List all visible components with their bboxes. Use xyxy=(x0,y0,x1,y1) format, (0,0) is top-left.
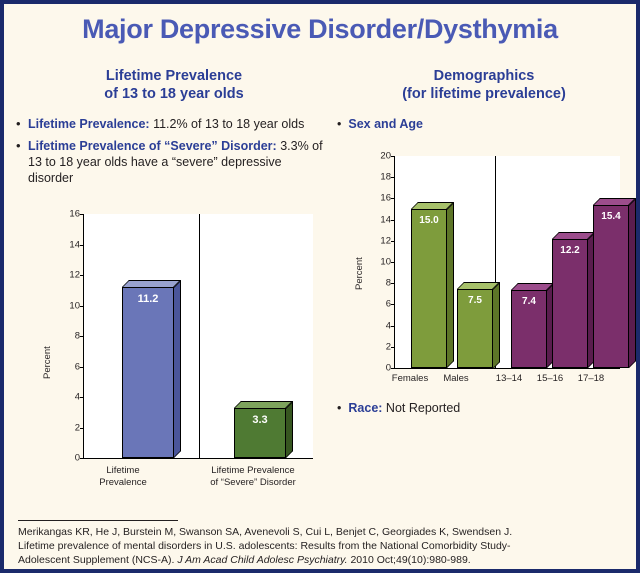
bar-side-face xyxy=(286,401,293,458)
list-item xyxy=(14,138,326,186)
y-tick-mark xyxy=(80,336,84,337)
y-tick: 6 xyxy=(385,298,391,310)
y-tick-mark xyxy=(80,428,84,429)
plot-divider xyxy=(199,214,200,458)
bar-side-face xyxy=(493,282,500,369)
bar-age-13-14 xyxy=(511,290,547,368)
bullet-dot-icon: • xyxy=(337,117,342,131)
y-tick-mark xyxy=(391,156,395,157)
y-tick-mark xyxy=(391,283,395,284)
x-tick-label xyxy=(83,465,163,489)
x-tick-label: 17–18 xyxy=(577,373,605,384)
x-tick-line1: Lifetime Prevalence xyxy=(211,465,295,476)
demographics-chart xyxy=(342,144,630,389)
y-tick-mark xyxy=(391,177,395,178)
y-tick-mark xyxy=(391,198,395,199)
bar-side-face xyxy=(174,280,181,458)
lifetime-prevalence-chart xyxy=(28,204,328,487)
y-tick-mark xyxy=(391,241,395,242)
bullet-text: 3.3% of 13 to 18 year olds have a “severe” depressive disorder xyxy=(28,139,323,185)
y-tick: 14 xyxy=(380,214,391,226)
y-tick-mark xyxy=(391,347,395,348)
citation-line-3 xyxy=(18,553,630,567)
bullet-label: Lifetime Prevalence of “Severe” Disorder: xyxy=(28,139,277,153)
bar-value-label: 11.2 xyxy=(137,293,159,306)
bar-top-face xyxy=(122,280,181,287)
bar-side-face xyxy=(447,202,454,368)
y-tick-mark xyxy=(391,304,395,305)
y-tick: 16 xyxy=(69,208,80,220)
bar-age-17-18 xyxy=(593,205,629,368)
bullet-text: 11.2% of 13 to 18 year olds xyxy=(149,117,305,131)
y-tick-mark xyxy=(391,326,395,327)
x-tick-line1: Lifetime xyxy=(106,465,140,476)
x-tick-label: 13–14 xyxy=(495,373,523,384)
left-bullet-list xyxy=(14,116,326,192)
y-tick: 6 xyxy=(74,361,80,372)
left-section-heading xyxy=(24,67,324,103)
bar-severe-disorder xyxy=(234,408,286,458)
y-tick-mark xyxy=(80,397,84,398)
y-tick-mark xyxy=(80,306,84,307)
right-heading-line2: (for lifetime prevalence) xyxy=(402,86,566,102)
bar-value-label: 12.2 xyxy=(560,244,580,256)
bar-females xyxy=(411,209,447,368)
x-tick-label: 15–16 xyxy=(536,373,564,384)
right-chart-ylabel: Percent xyxy=(354,257,365,290)
y-tick: 20 xyxy=(380,150,391,162)
x-tick-label: Females xyxy=(391,373,429,384)
bar-top-face xyxy=(234,401,293,408)
bullet-dot-icon: • xyxy=(16,138,21,153)
y-tick: 8 xyxy=(74,330,80,342)
right-heading-line1: Demographics xyxy=(433,68,535,84)
y-tick-mark xyxy=(391,262,395,263)
x-tick-label: Males xyxy=(443,373,469,384)
bullet-text: Not Reported xyxy=(382,401,461,415)
citation-journal: J Am Acad Child Adolesc Psychiatry. xyxy=(177,554,348,566)
y-tick-mark xyxy=(80,458,84,459)
y-tick-mark xyxy=(391,368,395,369)
citation-line-1: Merikangas KR, He J, Burstein M, Swanson SA, Avenevoli S, Cui L, Benjet C, Georgiades K, Swendsen J. xyxy=(18,526,513,538)
y-tick-mark xyxy=(80,214,84,215)
bar-front-face xyxy=(593,205,629,368)
y-tick: 14 xyxy=(69,239,80,250)
y-tick-mark xyxy=(80,367,84,368)
y-tick: 18 xyxy=(380,171,391,183)
left-chart-plot-area xyxy=(69,208,313,464)
bar-value-label: 7.5 xyxy=(468,294,482,306)
left-chart-ylabel: Percent xyxy=(42,346,53,379)
x-tick-line2: of “Severe” Disorder xyxy=(210,477,296,488)
y-tick: 4 xyxy=(385,320,391,332)
y-tick-mark xyxy=(391,220,395,221)
list-item xyxy=(14,116,326,132)
y-tick: 10 xyxy=(69,300,80,311)
bar-value-label: 15.4 xyxy=(601,210,621,222)
bar-value-label: 15.0 xyxy=(419,215,439,226)
bullet-label: Sex and Age xyxy=(348,117,423,131)
bullet-dot-icon: • xyxy=(16,116,21,131)
y-tick: 0 xyxy=(74,452,80,464)
right-chart-plot-area xyxy=(380,150,621,374)
bullet-dot-icon: • xyxy=(337,401,342,415)
bullet-label: Lifetime Prevalence: xyxy=(28,117,150,131)
y-tick: 16 xyxy=(380,192,391,204)
y-tick: 12 xyxy=(69,269,80,281)
citation-line3-pre: Adolescent Supplement (NCS-A). xyxy=(18,554,178,566)
bar-value-label: 3.3 xyxy=(252,413,268,426)
bar-lifetime-prevalence xyxy=(122,287,174,458)
y-tick: 2 xyxy=(74,422,80,433)
y-tick: 8 xyxy=(385,277,391,289)
bar-side-face xyxy=(629,198,636,368)
y-tick: 12 xyxy=(380,235,391,247)
bullet-label: Race: xyxy=(348,401,383,415)
bar-value-label: 7.4 xyxy=(522,295,536,307)
bar-front-face xyxy=(122,287,174,458)
citation-line3-post: 2010 Oct;49(10):980-989. xyxy=(347,554,471,566)
list-item-sex-and-age xyxy=(337,116,423,132)
page-title: Major Depressive Disorder/Dysthymia xyxy=(82,14,558,44)
left-heading-line1: Lifetime Prevalence xyxy=(105,68,243,84)
y-tick: 10 xyxy=(380,256,391,268)
right-section-heading xyxy=(334,67,634,103)
y-tick-mark xyxy=(80,245,84,246)
bar-front-face xyxy=(411,209,447,368)
y-tick: 0 xyxy=(385,362,391,374)
y-tick: 2 xyxy=(385,341,391,353)
bar-males xyxy=(457,289,493,369)
citation xyxy=(18,525,630,567)
y-tick: 4 xyxy=(74,391,80,403)
bar-age-15-16 xyxy=(552,239,588,368)
list-item-race xyxy=(337,400,460,416)
citation-line-2: Lifetime prevalence of mental disorders in U.S. adolescents: Results from the National Comorbidity Study- xyxy=(18,540,511,552)
footer-divider xyxy=(18,520,178,521)
x-tick-line2: Prevalence xyxy=(99,477,147,488)
x-tick-label xyxy=(183,465,323,489)
left-heading-line2: of 13 to 18 year olds xyxy=(104,86,244,102)
y-tick-mark xyxy=(80,275,84,276)
bar-front-face xyxy=(552,239,588,368)
